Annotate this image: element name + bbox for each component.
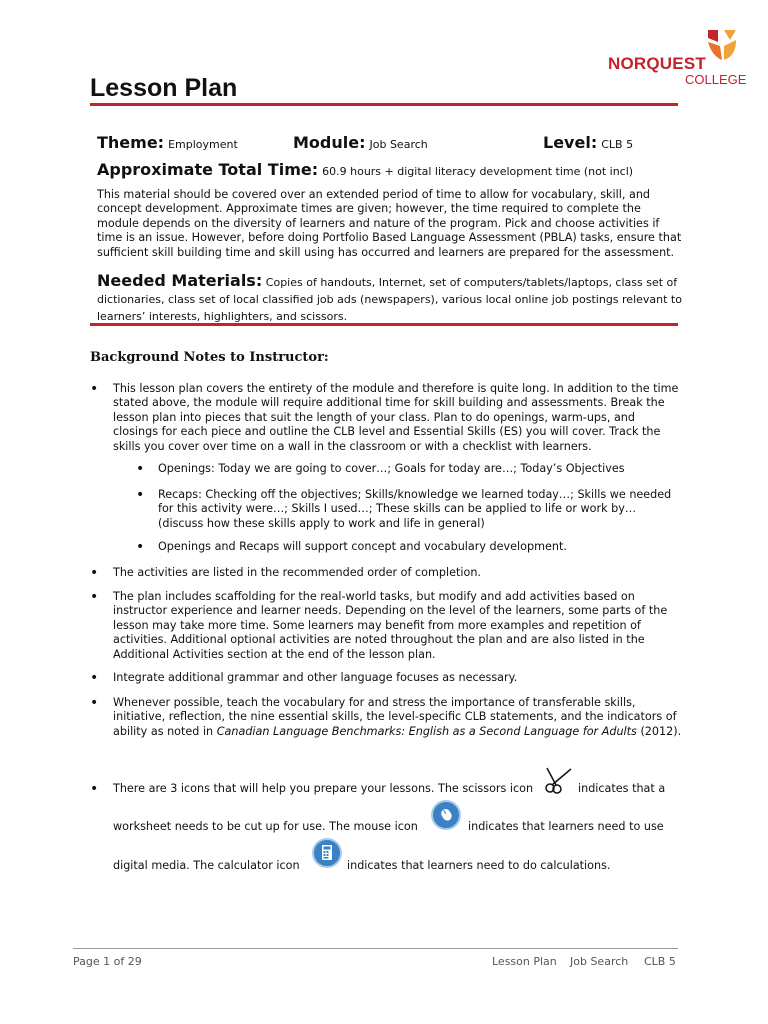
sub-bullet-openings: Openings: Today we are going to cover…; Goals for today are…; Today’s Objectives xyxy=(158,462,625,475)
theme-value: Employment xyxy=(168,138,238,151)
logo-sub: COLLEGE xyxy=(685,72,747,87)
intro-paragraph: This material should be covered over an extended period of time to allow for vocabulary, skill, and concept development. Approximate times are given; however, the time required to complete the module depends on the diversity of learners and nature of the program. Pick and choose activities if time is an issue. However, before doing Portfolio Based Language Assessment (PBLA) tasks, ensure that sufficient skill building time and skill using has occurred and learners are prepared for the assessment. xyxy=(97,188,682,259)
bullet-dot: • xyxy=(90,381,99,397)
total-time-field xyxy=(97,160,633,179)
total-time-label: Approximate Total Time: xyxy=(97,160,319,179)
clb-reference: Canadian Language Benchmarks: English as a Second Language for Adults xyxy=(216,724,637,738)
needed-materials xyxy=(97,272,682,325)
calculator-icon xyxy=(312,838,342,868)
sub-bullet-concept: Openings and Recaps will support concept and vocabulary development. xyxy=(158,540,567,553)
footer-page-number: Page 1 of 29 xyxy=(73,955,142,968)
scissors-icon xyxy=(543,766,575,794)
vocabulary-text: Whenever possible, teach the vocabulary for and stress the importance of transferable skills, initiative, reflection, the nine essential skills, the level-specific CLB statements, and the indicators of ability as noted in xyxy=(113,696,677,738)
background-heading: Background Notes to Instructor: xyxy=(90,350,329,365)
title-rule xyxy=(90,103,678,106)
icons-line-2: worksheet needs to be cut up for use. The mouse icon xyxy=(113,820,418,833)
footer-doc-type: Lesson Plan xyxy=(492,955,557,968)
bullet-scaffolding: The plan includes scaffolding for the real-world tasks, but modify and add activities based on instructor experience and learner needs. Depending on the level of the learners, some parts of the lesson may take more time. Some learners may benefit from more examples and repetition of activities. Additional optional activities are noted throughout the plan and are also listed in the Additional Activities section at the end of the lesson plan. xyxy=(113,590,668,661)
bullet-dot: • xyxy=(90,781,99,797)
module-field xyxy=(293,133,428,152)
sub-bullet-recaps: Recaps: Checking off the objectives; Skills/knowledge we learned today…; Skills we needed for this activity were…; Skills I used…; These skills can be applied to life or work by…(discuss how these skills apply to work and life in general) xyxy=(158,488,672,530)
level-label: Level: xyxy=(543,133,598,152)
bullet-grammar: Integrate additional grammar and other language focuses as necessary. xyxy=(113,671,518,684)
footer-rule xyxy=(73,948,678,949)
bullet-dot: • xyxy=(90,695,99,711)
icons-line-3-end: indicates that learners need to do calculations. xyxy=(347,859,611,872)
module-label: Module: xyxy=(293,133,366,152)
norquest-logo xyxy=(604,28,754,96)
icons-line-1-end: indicates that a xyxy=(578,782,666,795)
bullet-dot: • xyxy=(90,589,99,605)
logo-mark-icon xyxy=(704,28,740,62)
materials-rule xyxy=(90,323,678,326)
sub-bullet-dot: • xyxy=(136,539,145,555)
footer-module: Job Search xyxy=(570,955,629,968)
mouse-icon xyxy=(431,800,461,830)
vocabulary-year: (2012). xyxy=(636,724,682,738)
module-value: Job Search xyxy=(369,138,428,151)
icons-line-3: digital media. The calculator icon xyxy=(113,859,300,872)
page-title: Lesson Plan xyxy=(90,74,238,102)
footer-level: CLB 5 xyxy=(644,955,676,968)
total-time-value: 60.9 hours + digital literacy development time (not incl) xyxy=(322,165,634,178)
level-field xyxy=(543,133,633,152)
bullet-lesson-length: This lesson plan covers the entirety of the module and therefore is quite long. In addition to the time stated above, the module will require additional time for skill building and assessments. Break the lesson plan into pieces that suit the length of your class. Plan to do openings, warm-ups, and closings for each piece and outline the CLB level and Essential Skills (ES) you will cover. Track the skills you cover over time on a wall in the classroom or with a checklist with learners. xyxy=(113,382,679,453)
materials-value: Copies of handouts, Internet, set of computers/tablets/laptops, class set of dictionaries, class set of local classified job ads (newspapers), various local online job postings relevant to learners’ interests, highlighters, and scissors. xyxy=(97,276,682,323)
sub-bullet-dot: • xyxy=(136,487,145,503)
sub-bullet-dot: • xyxy=(136,461,145,477)
bullet-dot: • xyxy=(90,670,99,686)
icons-line-2-end: indicates that learners need to use xyxy=(468,820,664,833)
materials-label: Needed Materials: xyxy=(97,271,263,290)
level-value: CLB 5 xyxy=(601,138,634,151)
icons-line-1: There are 3 icons that will help you prepare your lessons. The scissors icon xyxy=(113,782,534,795)
theme-label: Theme: xyxy=(97,133,165,152)
bullet-order: The activities are listed in the recommended order of completion. xyxy=(113,566,481,579)
bullet-dot: • xyxy=(90,565,99,581)
logo-name: NORQUEST xyxy=(608,54,706,73)
bullet-vocabulary xyxy=(113,696,683,739)
theme-field xyxy=(97,133,238,152)
